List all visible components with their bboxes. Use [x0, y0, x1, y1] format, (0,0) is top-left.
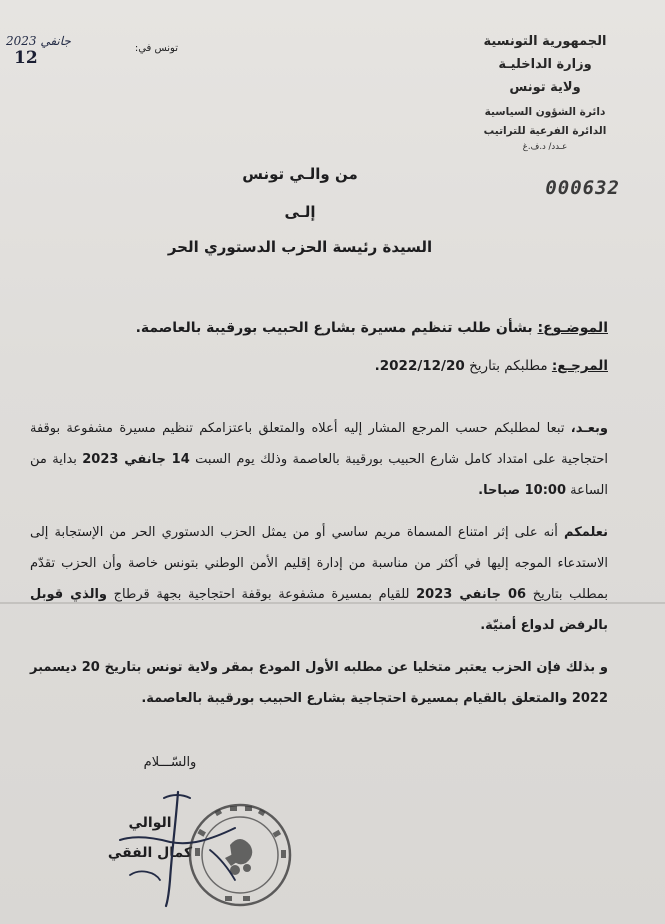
handwritten-signature: [60, 780, 280, 910]
paragraph-1-date: 14 جانفي 2023: [82, 452, 190, 467]
subject-text: بشأن طلب تنظيم مسيرة بشارع الحبيب بورقيبة بالعاصمة.: [135, 320, 538, 336]
body-paragraph-2: [30, 517, 608, 641]
ministry-heading: وزارة الداخليـة: [498, 57, 592, 72]
handwritten-date-month-year: 2023 جانفي: [6, 34, 71, 48]
subject-line: [120, 320, 608, 336]
paragraph-1-time: 10:00 صباحا.: [478, 483, 566, 498]
paragraph-2-text: أنه على إثر امتناع المسماة مريم ساسي أو من يمثل الحزب الدستوري الحر من الإستجابة إلى الاستدعاء الموجه إليها في أكثر من مناسبة من إدارة إقليم الأمن الوطني بتونس خاصة وأن الحزب تقدّم بمطلب بتاريخ: [30, 525, 609, 602]
sender-line: من والـي تونس: [242, 165, 358, 183]
signatory-title: الوالي: [128, 815, 172, 831]
recipient-line: السيدة رئيسة الحزب الدستوري الحر: [167, 238, 433, 256]
paragraph-3-date: 20 ديسمبر 2022: [30, 660, 608, 706]
document-number: 000632: [545, 177, 620, 199]
paragraph-1-lead: وبعـد،: [570, 421, 608, 436]
department-heading: دائرة الشؤون السياسية: [484, 106, 606, 118]
paragraph-1-text: تبعا لمطلبكم حسب المرجع المشار إليه أعلاه والمتعلق باعتزامكم تنظيم مسيرة مشفوعة بوقفة احتجاجية على امتداد كامل شارع الحبيب بورقيبة بالعاصمة وذلك يوم السبت: [30, 421, 608, 467]
subject-label: الموضـوع:: [537, 320, 608, 336]
reference-date: 2022/12/20.: [374, 358, 465, 374]
handwritten-day: 12: [14, 48, 38, 68]
place-date-label: تونس في:: [134, 43, 178, 54]
reference-label: المرجـع:: [551, 358, 608, 374]
paragraph-2-text2: للقيام بمسيرة مشفوعة بوقفة احتجاجية بجهة قرطاج: [107, 587, 417, 602]
governorate-heading: ولاية تونس: [509, 80, 581, 95]
paragraph-3-text2: والمتعلق بالقيام بمسيرة احتجاجية بشارع الحبيب بورقيبة بالعاصمة.: [141, 691, 572, 706]
closing-salutation: والسّـــلام: [143, 755, 197, 770]
paragraph-3-text: و بذلك فإن الحزب يعتبر متخليا عن مطلبه الأول المودع بمقر ولاية تونس بتاريخ: [99, 660, 608, 675]
reference-code: عـدد/ د.ف.غ: [522, 142, 568, 152]
reference-line: [120, 358, 608, 374]
paragraph-2-end: والذي قوبل بالرفض لدواع أمنيّة.: [30, 587, 608, 633]
reference-text: مطلبكم بتاريخ: [464, 358, 552, 374]
body-paragraph-1: [30, 413, 608, 506]
body-paragraph-3: [30, 652, 608, 714]
paragraph-2-lead: نعلمكم: [564, 525, 608, 540]
handwritten-date: [6, 34, 106, 68]
republic-heading: الجمهورية التونسية: [483, 34, 607, 49]
paragraph-1-mid: بداية من الساعة: [30, 452, 608, 498]
sub-department-heading: الدائرة الفرعية للتراتيب: [483, 125, 607, 137]
to-line: إلـى: [284, 203, 316, 221]
paragraph-2-date: 06 جانفي 2023: [416, 587, 527, 602]
signatory-name: كمال الفقي: [107, 845, 193, 861]
